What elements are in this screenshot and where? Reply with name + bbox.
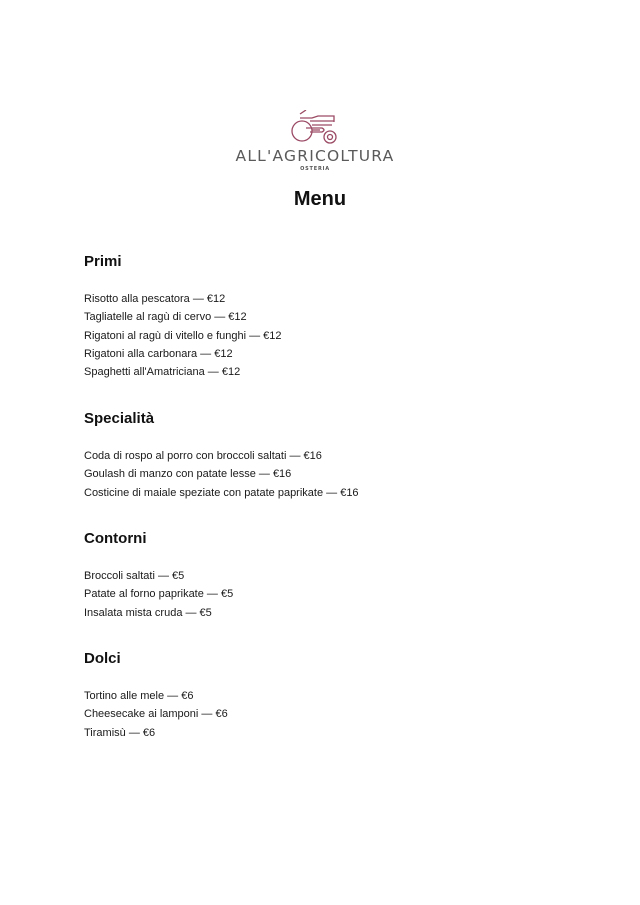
menu-item: Tiramisù — €6: [84, 726, 156, 739]
section-heading: Primi: [84, 253, 122, 270]
menu-item: Insalata mista cruda — €5: [84, 606, 212, 619]
menu-item: Rigatoni al ragù di vitello e funghi — €12: [84, 329, 282, 342]
menu-item: Broccoli saltati — €5: [84, 570, 185, 582]
page-title: Menu: [293, 188, 347, 210]
restaurant-logo: [230, 110, 400, 174]
brand-subtitle: OSTERIA: [300, 166, 330, 172]
menu-item: Patate al forno paprikate — €5: [84, 588, 234, 601]
section-heading: Specialità: [84, 410, 155, 427]
menu-item: Coda di rospo al porro con broccoli saltati — €16: [84, 450, 322, 462]
section-specialita: [84, 409, 359, 502]
menu-item: Rigatoni alla carbonara — €12: [84, 347, 233, 360]
menu-item: Tortino alle mele — €6: [84, 690, 194, 702]
tractor-icon: [288, 110, 340, 148]
section-dolci: [84, 649, 228, 742]
menu-item: Risotto alla pescatora — €12: [84, 293, 226, 305]
brand-name: ALL'AGRICOLTURA: [235, 147, 395, 165]
section-heading: Contorni: [84, 530, 147, 547]
section-heading: Dolci: [84, 650, 121, 667]
section-primi: [84, 252, 282, 381]
section-contorni: [84, 529, 233, 622]
menu-item: Tagliatelle al ragù di cervo — €12: [84, 311, 247, 324]
menu-item: Cheesecake ai lamponi — €6: [84, 708, 228, 721]
menu-item: Goulash di manzo con patate lesse — €16: [84, 468, 292, 481]
menu-item: Costicine di maiale speziate con patate paprikate — €16: [84, 486, 359, 499]
menu-item: Spaghetti all'Amatriciana — €12: [84, 366, 241, 379]
